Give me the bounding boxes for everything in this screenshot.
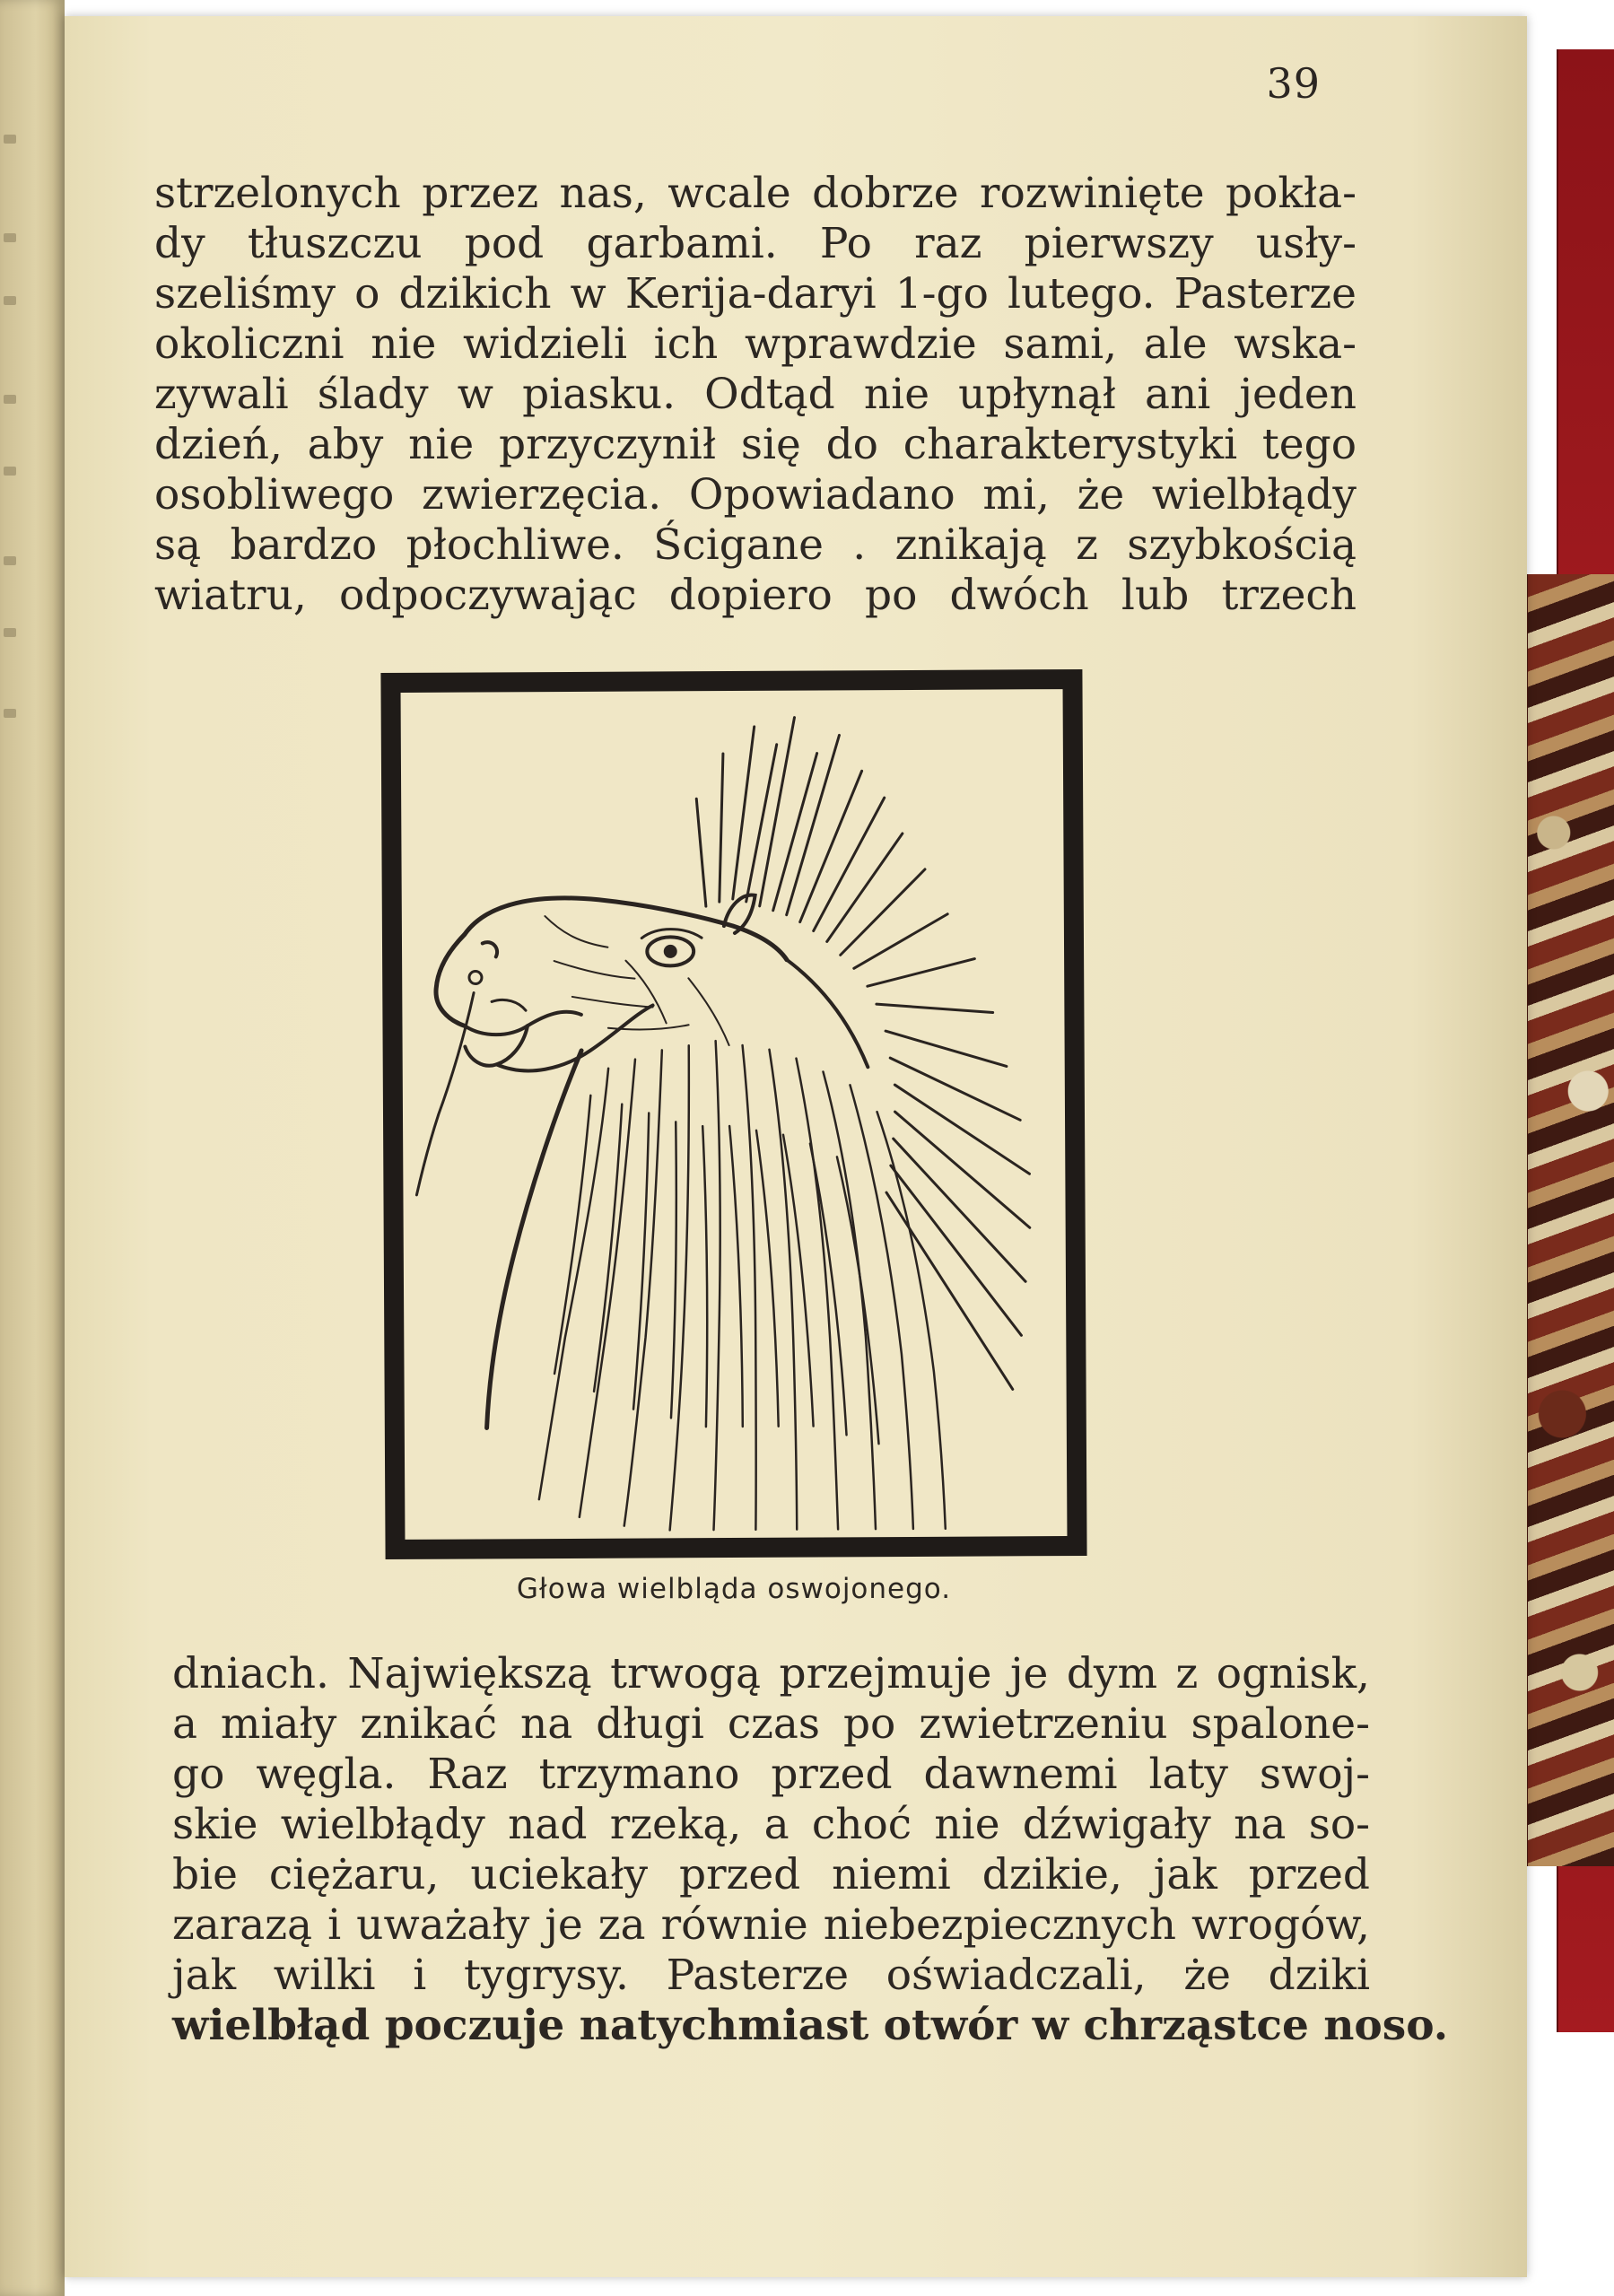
text-block-top <box>154 169 1357 621</box>
page-number: 39 <box>1266 59 1321 108</box>
text-line: szeliśmy o dzikich w Kerija-daryi 1-go lutego. Pasterze <box>154 269 1357 319</box>
text-line: strzelonych przez nas, wcale dobrze rozwinięte pokła- <box>154 169 1357 218</box>
marbled-page-edge <box>1525 574 1614 1866</box>
text-line: jak wilki i tygrysy. Pasterze oświadczali, że dziki <box>172 1951 1370 2000</box>
print-mark <box>4 135 16 144</box>
text-block-bottom <box>172 1649 1449 2051</box>
book-page <box>65 16 1527 2277</box>
print-mark <box>4 628 16 637</box>
text-line: a miały znikać na długi czas po zwietrzeniu spalone- <box>172 1699 1370 1749</box>
print-mark <box>4 233 16 242</box>
camel-head-illustration <box>380 669 1086 1559</box>
text-line: dniach. Największą trwogą przejmuje je dym z ognisk, <box>172 1649 1370 1698</box>
print-mark <box>4 296 16 305</box>
print-mark <box>4 709 16 718</box>
figure-caption: Głowa wielbląda oswojonego. <box>516 1573 952 1605</box>
text-line: bie ciężaru, uciekały przed niemi dzikie, jak przed <box>172 1850 1370 1899</box>
camel-head-engraving <box>401 689 1068 1540</box>
text-line: wiatru, odpoczywając dopiero po dwóch lub trzech <box>154 571 1357 620</box>
text-line: osobliwego zwierzęcia. Opowiadano mi, że wielbłądy <box>154 470 1357 519</box>
print-mark <box>4 395 16 404</box>
facing-page-edge <box>0 0 65 2296</box>
text-line: go węgla. Raz trzymano przed dawnemi laty swoj- <box>172 1750 1370 1799</box>
text-line: wielbłąd poczuje natychmiast otwór w chrząstce noso. <box>172 2001 1449 2050</box>
text-line: zarazą i uważały je za równie niebezpiecznych wrogów, <box>172 1900 1370 1950</box>
text-line: skie wielbłądy nad rzeką, a choć nie dźwigały na so- <box>172 1800 1370 1849</box>
text-line: zywali ślady w piasku. Odtąd nie upłynął ani jeden <box>154 370 1357 419</box>
text-line: są bardzo płochliwe. Ścigane . znikają z szybkością <box>154 520 1357 570</box>
print-mark <box>4 467 16 476</box>
text-line: okoliczni nie widzieli ich wprawdzie sami, ale wska- <box>154 319 1357 369</box>
text-line: dzień, aby nie przyczynił się do charakterystyki tego <box>154 420 1357 469</box>
print-mark <box>4 556 16 565</box>
text-line: dy tłuszczu pod garbami. Po raz pierwszy usły- <box>154 219 1357 268</box>
